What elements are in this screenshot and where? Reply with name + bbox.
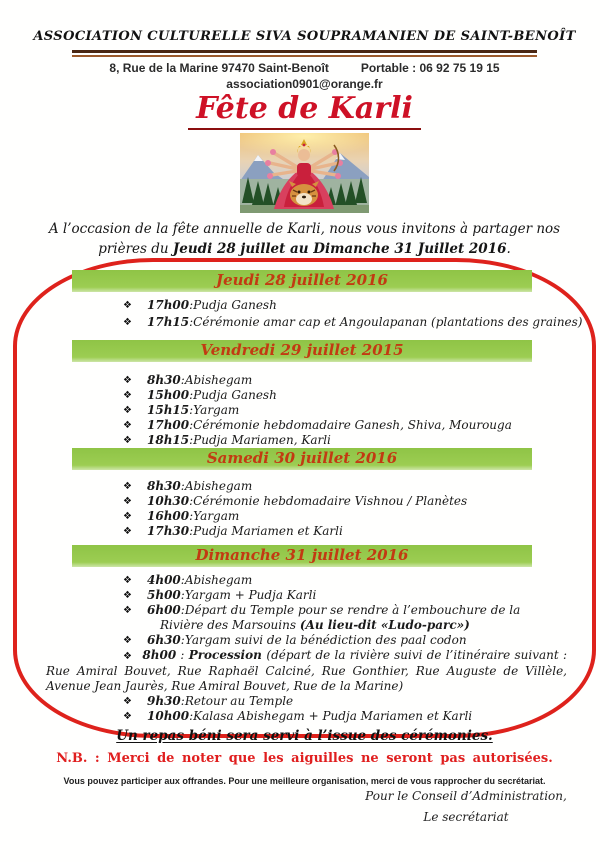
diamond-bullet-icon: ❖	[123, 696, 132, 707]
schedule-item: ❖ 17h15 : Cérémonie amar cap et Angoulapanan (plantations des graines)	[123, 315, 583, 329]
schedule-item: ❖ 10h30 : Cérémonie hebdomadaire Vishnou / Planètes	[123, 494, 468, 508]
header-double-rule	[72, 50, 537, 57]
title-wrap	[0, 91, 609, 130]
schedule-item: ❖ 15h15 : Yargam	[123, 403, 240, 417]
schedule-item: ❖ 10h00 : Kalasa Abishegam + Pudja Mariamen et Karli	[123, 709, 473, 723]
schedule-item: ❖ 17h00 : Cérémonie hebdomadaire Ganesh, Shiva, Mourouga	[123, 418, 512, 432]
diamond-bullet-icon: ❖	[123, 390, 132, 401]
items-vendredi	[0, 373, 609, 448]
schedule-item: ❖ 6h30 : Yargam suivi de la bénédiction des paal codon	[123, 633, 467, 647]
intro-line2: prières du Jeudi 28 juillet au Dimanche 31 Juillet 2016.	[98, 241, 511, 257]
diamond-bullet-icon: ❖	[123, 590, 132, 601]
diamond-bullet-icon: ❖	[123, 575, 132, 586]
association-name: ASSOCIATION CULTURELLE SIVA SOUPRAMANIEN DE SAINT-BENOÎT	[33, 29, 576, 44]
address-text: 8, Rue de la Marine 97470 Saint-Benoît	[109, 61, 329, 75]
schedule-item: ❖ 17h00 : Pudja Ganesh	[123, 298, 277, 312]
diamond-bullet-icon: ❖	[123, 420, 132, 431]
signature-line1: Pour le Conseil d’Administration,	[365, 789, 567, 803]
schedule-item: ❖ 6h00 : Départ du Temple pour se rendre à l’embouchure de la	[123, 603, 521, 617]
diamond-bullet-icon: ❖	[123, 605, 132, 616]
diamond-bullet-icon: ❖	[123, 496, 132, 507]
day-banner-dimanche: Dimanche 31 juillet 2016	[72, 545, 532, 567]
intro-paragraph	[0, 219, 609, 259]
schedule-item: ❖ 18h15 : Pudja Mariamen, Karli	[123, 433, 331, 447]
karli-deity-image	[240, 133, 369, 213]
day-banner-vendredi: Vendredi 29 juillet 2015	[72, 340, 532, 362]
signature-line2: Le secrétariat	[423, 810, 509, 824]
email-text: association0901@orange.fr	[226, 77, 383, 91]
diamond-bullet-icon: ❖	[123, 405, 132, 416]
schedule-block	[0, 256, 609, 744]
meal-notice: Un repas béni sera servi à l’issue des cérémonies.	[116, 728, 493, 744]
diamond-bullet-icon: ❖	[123, 511, 132, 522]
intro-line1: A l’occasion de la fête annuelle de Karli, nous vous invitons à partager nos	[48, 221, 561, 237]
contact-row	[0, 61, 609, 75]
schedule-item: ❖ 15h00 : Pudja Ganesh	[123, 388, 277, 402]
diamond-bullet-icon: ❖	[123, 481, 132, 492]
diamond-bullet-icon: ❖	[123, 526, 132, 537]
schedule-item-procession: ❖ 8h00 : Procession (départ de la rivière suivi de l’itinéraire suivant : Rue Amiral Bouvet, Rue Raphaël Calciné, Rue Gonthier, Rue Auguste de Villèle, Avenue Jean Jaurès, Rue Amiral Bouvet, Rue de la Marine)	[46, 648, 567, 693]
schedule-item-continuation: Rivière des Marsouins (Au lieu-dit «Ludo-parc»)	[160, 618, 470, 632]
diamond-bullet-icon: ❖	[123, 375, 132, 386]
diamond-bullet-icon: ❖	[123, 711, 132, 722]
diamond-bullet-icon: ❖	[123, 300, 132, 311]
diamond-bullet-icon: ❖	[123, 651, 133, 662]
schedule-item: ❖ 4h00 : Abishegam	[123, 573, 253, 587]
items-samedi	[0, 479, 609, 539]
diamond-bullet-icon: ❖	[123, 317, 132, 328]
schedule-item: ❖ 16h00 : Yargam	[123, 509, 240, 523]
page-title: Fête de Karli	[188, 91, 421, 130]
schedule-item: ❖ 8h30 : Abishegam	[123, 373, 253, 387]
day-banner-jeudi: Jeudi 28 juillet 2016	[72, 270, 532, 292]
diamond-bullet-icon: ❖	[123, 435, 132, 446]
items-dimanche	[0, 573, 609, 724]
signature-block	[352, 789, 580, 824]
day-banner-samedi: Samedi 30 juillet 2016	[72, 448, 532, 470]
nb-warning: N.B. : Merci de noter que les aiguilles ne seront pas autorisées.	[56, 751, 553, 766]
schedule-item: ❖ 5h00 : Yargam + Pudja Karli	[123, 588, 317, 602]
schedule-item: ❖ 8h30 : Abishegam	[123, 479, 253, 493]
items-jeudi	[0, 297, 609, 331]
diamond-bullet-icon: ❖	[123, 635, 132, 646]
phone-text: Portable : 06 92 75 19 15	[360, 61, 500, 75]
schedule-item: ❖ 9h30 : Retour au Temple	[123, 694, 294, 708]
offering-note: Vous pouvez participer aux offrandes. Pour une meilleure organisation, merci de vous rapprocher du secrétariat.	[63, 776, 546, 786]
schedule-item: ❖ 17h30 : Pudja Mariamen et Karli	[123, 524, 343, 538]
